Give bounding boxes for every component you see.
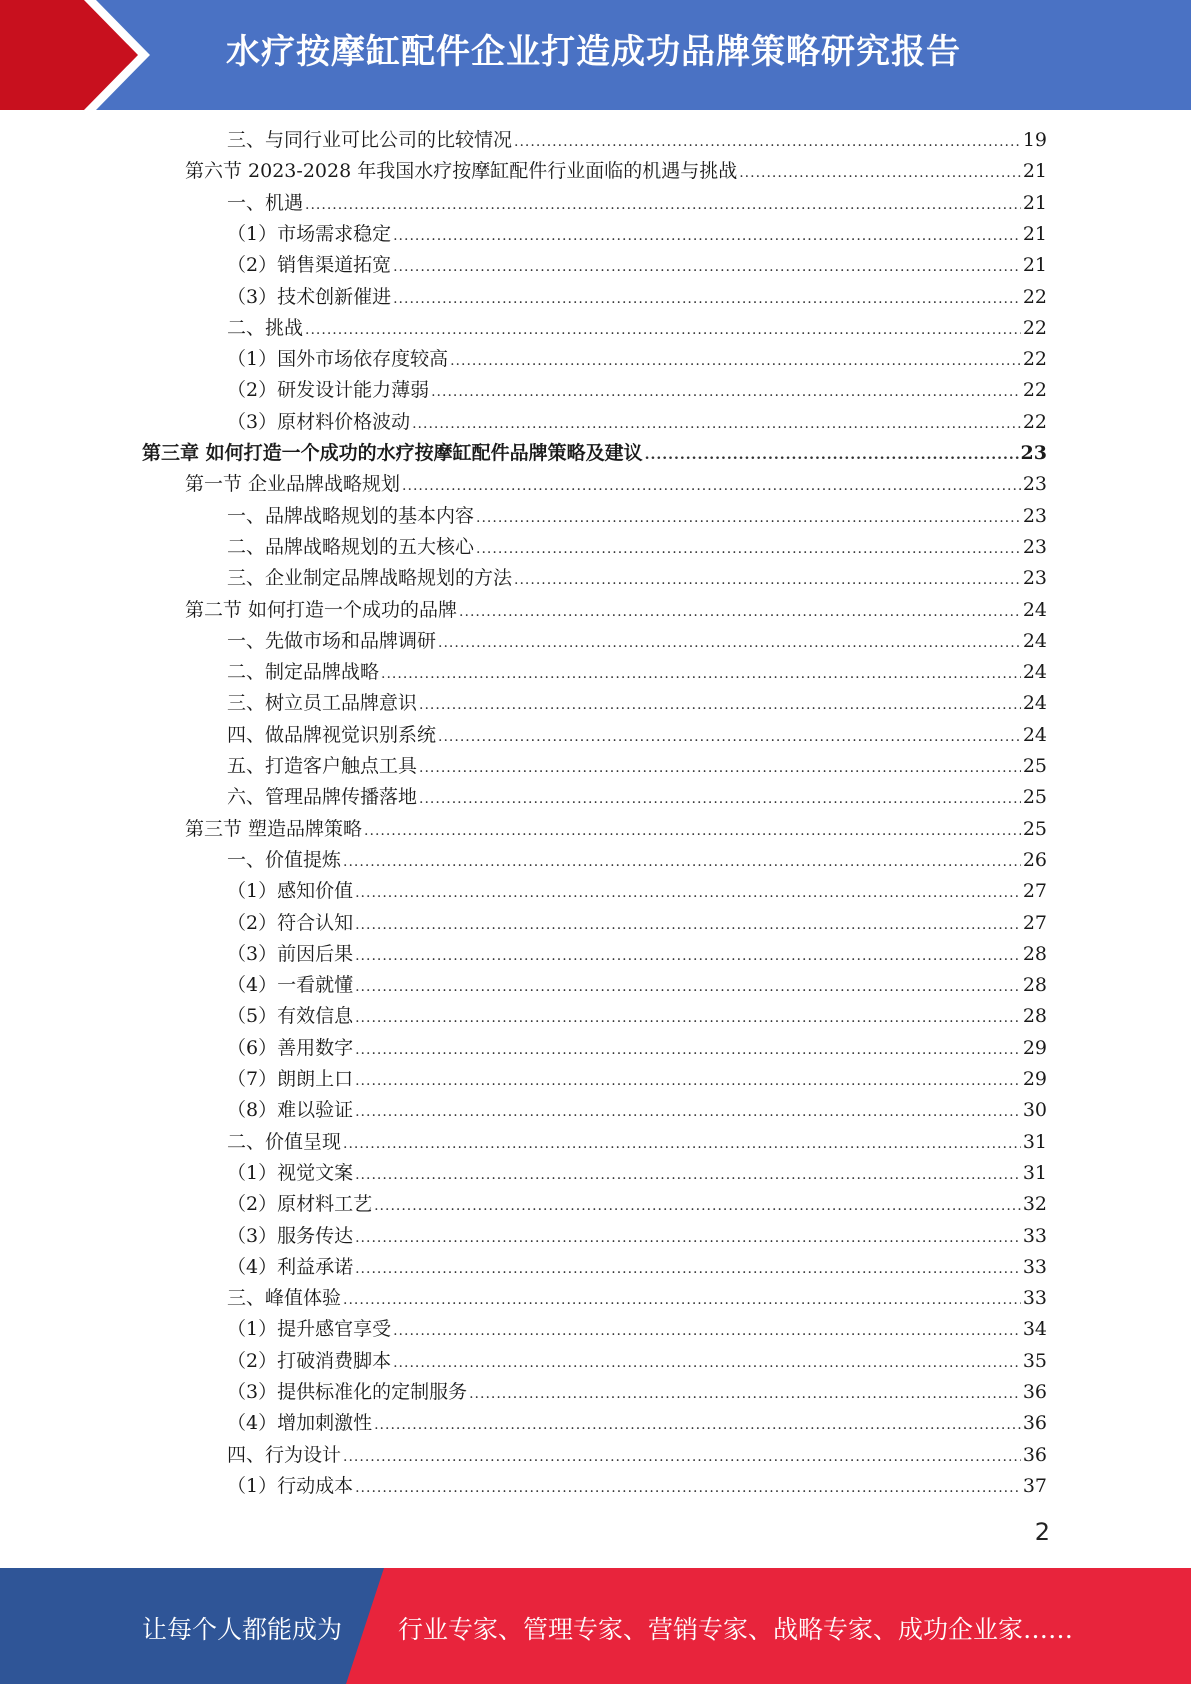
toc-entry-label: 第六节 2023-2028 年我国水疗按摩缸配件行业面临的机遇与挑战 — [185, 160, 738, 183]
toc-entry-label: （1）市场需求稳定 — [227, 222, 392, 245]
toc-entry-label: （2）研发设计能力薄弱 — [227, 379, 430, 402]
toc-leader-dots — [343, 1286, 1021, 1314]
toc-entry[interactable] — [227, 408, 1047, 436]
toc-entry[interactable] — [227, 251, 1047, 279]
toc-entry-page: 24 — [1022, 629, 1047, 652]
toc-entry[interactable] — [227, 1128, 1047, 1156]
toc-entry-page: 23 — [1022, 535, 1047, 558]
toc-entry-label: 第三章 如何打造一个成功的水疗按摩缸配件品牌策略及建议 — [142, 442, 643, 464]
toc-entry-label: 六、管理品牌传播落地 — [227, 786, 418, 809]
toc-entry-label: （2）原材料工艺 — [227, 1193, 373, 1216]
toc-entry-label: 一、价值提炼 — [227, 848, 342, 871]
toc-entry[interactable] — [227, 502, 1047, 530]
toc-entry-label: 二、品牌战略规划的五大核心 — [227, 535, 475, 558]
toc-entry-label: 二、价值呈现 — [227, 1130, 342, 1153]
toc-leader-dots — [343, 1443, 1021, 1471]
toc-entry[interactable] — [227, 126, 1047, 154]
toc-entry-label: 一、先做市场和品牌调研 — [227, 629, 437, 652]
toc-entry[interactable] — [185, 470, 1047, 498]
toc-entry-label: （5）有效信息 — [227, 1005, 354, 1028]
toc-entry-label: （4）一看就懂 — [227, 974, 354, 997]
toc-leader-dots — [355, 1224, 1021, 1252]
toc-leader-dots — [374, 1192, 1021, 1220]
toc-leader-dots — [438, 723, 1021, 751]
toc-entry[interactable] — [227, 1315, 1047, 1343]
toc-leader-dots — [355, 911, 1021, 939]
toc-leader-dots — [431, 378, 1021, 406]
toc-leader-dots — [402, 472, 1021, 500]
toc-leader-dots — [393, 285, 1021, 313]
toc-entry-page: 28 — [1022, 942, 1047, 965]
toc-entry[interactable] — [227, 940, 1047, 968]
toc-leader-dots — [364, 817, 1021, 845]
toc-entry-page: 33 — [1022, 1255, 1047, 1278]
toc-entry-page: 37 — [1022, 1474, 1047, 1497]
toc-entry-page: 30 — [1022, 1099, 1047, 1122]
toc-entry-page: 21 — [1022, 222, 1047, 245]
toc-entry[interactable] — [227, 909, 1047, 937]
toc-entry-label: （2）销售渠道拓宽 — [227, 254, 392, 277]
toc-entry-page: 29 — [1022, 1036, 1047, 1059]
toc-entry[interactable] — [142, 439, 1047, 467]
toc-entry-label: 一、品牌战略规划的基本内容 — [227, 504, 475, 527]
toc-entry-label: 第二节 如何打造一个成功的品牌 — [185, 598, 458, 621]
page-footer — [0, 1568, 1191, 1684]
toc-entry[interactable] — [185, 815, 1047, 843]
toc-entry-page: 23 — [1022, 504, 1047, 527]
toc-entry-page: 21 — [1022, 160, 1047, 183]
toc-entry-label: （3）技术创新催进 — [227, 285, 392, 308]
toc-leader-dots — [393, 253, 1021, 281]
toc-entry-label: 第一节 企业品牌战略规划 — [185, 473, 401, 496]
toc-entry-page: 33 — [1022, 1287, 1047, 1310]
toc-leader-dots — [476, 535, 1021, 563]
toc-entry-label: （3）服务传达 — [227, 1224, 354, 1247]
toc-entry[interactable] — [227, 564, 1047, 592]
toc-leader-dots — [450, 347, 1021, 375]
toc-entry-label: 四、行为设计 — [227, 1443, 342, 1466]
toc-entry-label: （1）行动成本 — [227, 1474, 354, 1497]
toc-leader-dots — [355, 1004, 1021, 1032]
toc-entry-page: 21 — [1022, 191, 1047, 214]
toc-entry[interactable] — [227, 1284, 1047, 1312]
toc-leader-dots — [355, 1067, 1021, 1095]
toc-entry[interactable] — [227, 1065, 1047, 1093]
toc-leader-dots — [355, 1161, 1021, 1189]
toc-entry-page: 23 — [1020, 442, 1047, 464]
toc-entry-page: 36 — [1022, 1381, 1047, 1403]
report-title: 水疗按摩缸配件企业打造成功品牌策略研究报告 — [226, 32, 961, 72]
toc-entry-page: 23 — [1022, 473, 1047, 496]
toc-entry[interactable] — [227, 1409, 1047, 1437]
toc-leader-dots — [393, 222, 1021, 250]
toc-entry-label: 三、峰值体验 — [227, 1287, 342, 1310]
toc-leader-dots — [381, 660, 1021, 688]
toc-leader-dots — [355, 1098, 1021, 1126]
footer-slogan-left: 让每个人都能成为 — [142, 1615, 343, 1644]
toc-leader-dots — [419, 754, 1021, 782]
toc-entry[interactable] — [227, 627, 1047, 655]
page-header — [0, 0, 1191, 110]
toc-entry[interactable] — [227, 376, 1047, 404]
toc-entry[interactable] — [227, 1347, 1047, 1375]
toc-entry[interactable] — [227, 689, 1047, 717]
toc-leader-dots — [459, 598, 1021, 626]
toc-entry-page: 28 — [1022, 974, 1047, 997]
toc-entry[interactable] — [185, 157, 1047, 185]
toc-leader-dots — [305, 316, 1021, 344]
toc-entry-label: （8）难以验证 — [227, 1099, 354, 1122]
toc-entry-page: 31 — [1022, 1130, 1047, 1153]
toc-entry-page: 23 — [1022, 567, 1047, 590]
toc-entry-label: （1）提升感官享受 — [227, 1318, 392, 1341]
toc-leader-dots — [343, 1130, 1021, 1158]
toc-entry[interactable] — [227, 314, 1047, 342]
toc-entry-label: （1）视觉文案 — [227, 1161, 354, 1184]
toc-entry-page: 24 — [1022, 723, 1047, 746]
toc-entry-label: 第三节 塑造品牌策略 — [185, 817, 363, 840]
toc-entry[interactable] — [227, 189, 1047, 217]
toc-entry-page: 34 — [1022, 1318, 1047, 1341]
toc-entry-label: （3）前因后果 — [227, 942, 354, 965]
toc-entry[interactable] — [227, 877, 1047, 905]
toc-entry-label: 三、与同行业可比公司的比较情况 — [227, 129, 513, 151]
toc-entry-page: 25 — [1022, 786, 1047, 809]
toc-entry-page: 21 — [1022, 254, 1047, 277]
toc-leader-dots — [476, 504, 1021, 532]
toc-entry[interactable] — [227, 846, 1047, 874]
toc-entry-page: 24 — [1022, 598, 1047, 621]
toc-entry-page: 22 — [1022, 316, 1047, 339]
toc-entry-label: （3）提供标准化的定制服务 — [227, 1381, 468, 1403]
toc-leader-dots — [355, 973, 1021, 1001]
toc-entry-label: （4）增加刺激性 — [227, 1412, 373, 1435]
toc-leader-dots — [393, 1317, 1021, 1345]
toc-leader-dots — [438, 629, 1021, 657]
toc-entry[interactable] — [227, 345, 1047, 373]
toc-entry-page: 32 — [1022, 1193, 1047, 1216]
toc-entry-label: 三、企业制定品牌战略规划的方法 — [227, 567, 513, 590]
toc-entry[interactable] — [227, 1159, 1047, 1187]
toc-entry-label: （3）原材料价格波动 — [227, 410, 411, 433]
toc-entry[interactable] — [227, 1222, 1047, 1250]
toc-entry-label: 三、树立员工品牌意识 — [227, 692, 418, 715]
toc-leader-dots — [419, 785, 1021, 813]
toc-entry-label: （2）打破消费脚本 — [227, 1349, 392, 1372]
toc-entry[interactable] — [227, 1096, 1047, 1124]
toc-entry[interactable] — [227, 971, 1047, 999]
toc-entry-label: （6）善用数字 — [227, 1036, 354, 1059]
toc-entry-page: 27 — [1022, 911, 1047, 934]
toc-entry[interactable] — [227, 721, 1047, 749]
toc-entry-page: 22 — [1022, 285, 1047, 308]
toc-entry-label: 一、机遇 — [227, 191, 304, 214]
toc-entry-page: 29 — [1022, 1068, 1047, 1090]
toc-leader-dots — [739, 159, 1021, 187]
toc-entry-label: 五、打造客户触点工具 — [227, 755, 418, 777]
toc-entry-label: 二、制定品牌战略 — [227, 661, 380, 684]
toc-leader-dots — [469, 1380, 1021, 1408]
toc-entry[interactable] — [227, 1190, 1047, 1218]
toc-entry-label: （1）感知价值 — [227, 880, 354, 903]
toc-entry-label: 四、做品牌视觉识别系统 — [227, 723, 437, 746]
toc-entry[interactable] — [227, 1441, 1047, 1469]
toc-entry-page: 24 — [1022, 692, 1047, 715]
toc-entry[interactable] — [227, 1034, 1047, 1062]
toc-entry-page: 25 — [1022, 817, 1047, 840]
toc-entry-page: 27 — [1022, 880, 1047, 903]
toc-entry-page: 36 — [1022, 1412, 1047, 1435]
page-number: 2 — [1034, 1518, 1050, 1546]
toc-leader-dots — [514, 128, 1021, 156]
toc-entry-label: （7）朗朗上口 — [227, 1068, 354, 1090]
footer-slogan-right: 行业专家、管理专家、营销专家、战略专家、成功企业家…… — [398, 1615, 1074, 1644]
toc-entry-page: 25 — [1022, 755, 1047, 777]
toc-entry-page: 19 — [1022, 129, 1047, 151]
toc-leader-dots — [343, 848, 1021, 876]
toc-entry[interactable] — [227, 1472, 1047, 1500]
toc-entry[interactable] — [227, 220, 1047, 248]
toc-entry-page: 33 — [1022, 1224, 1047, 1247]
toc-entry-page: 24 — [1022, 661, 1047, 684]
toc-leader-dots — [412, 410, 1021, 438]
toc-entry-label: 二、挑战 — [227, 316, 304, 339]
toc-leader-dots — [514, 566, 1021, 594]
toc-leader-dots — [393, 1349, 1021, 1377]
toc-entry[interactable] — [227, 783, 1047, 811]
toc-entry-page: 22 — [1022, 348, 1047, 371]
toc-entry[interactable] — [227, 283, 1047, 311]
toc-leader-dots — [355, 879, 1021, 907]
toc-entry[interactable] — [185, 596, 1047, 624]
toc-entry-label: （1）国外市场依存度较高 — [227, 348, 449, 371]
toc-leader-dots — [419, 691, 1021, 719]
toc-entry[interactable] — [227, 658, 1047, 686]
toc-entry-label: （4）利益承诺 — [227, 1255, 354, 1278]
toc-entry-page: 28 — [1022, 1005, 1047, 1028]
toc-leader-dots — [355, 1474, 1021, 1502]
toc-entry[interactable] — [227, 533, 1047, 561]
toc-entry-page: 26 — [1022, 848, 1047, 871]
toc-entry[interactable] — [227, 752, 1047, 780]
toc-leader-dots — [355, 1255, 1021, 1283]
toc-entry[interactable] — [227, 1253, 1047, 1281]
toc-leader-dots — [374, 1411, 1021, 1439]
toc-entry[interactable] — [227, 1002, 1047, 1030]
toc-entry-page: 35 — [1022, 1349, 1047, 1372]
toc-entry[interactable] — [227, 1378, 1047, 1406]
toc-leader-dots — [355, 942, 1021, 970]
toc-leader-dots — [355, 1036, 1021, 1064]
toc-entry-label: （2）符合认知 — [227, 911, 354, 934]
toc-entry-page: 22 — [1022, 410, 1047, 433]
toc-entry-page: 31 — [1022, 1161, 1047, 1184]
toc-leader-dots — [305, 191, 1021, 219]
toc-entry-page: 22 — [1022, 379, 1047, 402]
toc-entry-page: 36 — [1022, 1443, 1047, 1466]
toc-leader-dots — [645, 441, 1019, 469]
